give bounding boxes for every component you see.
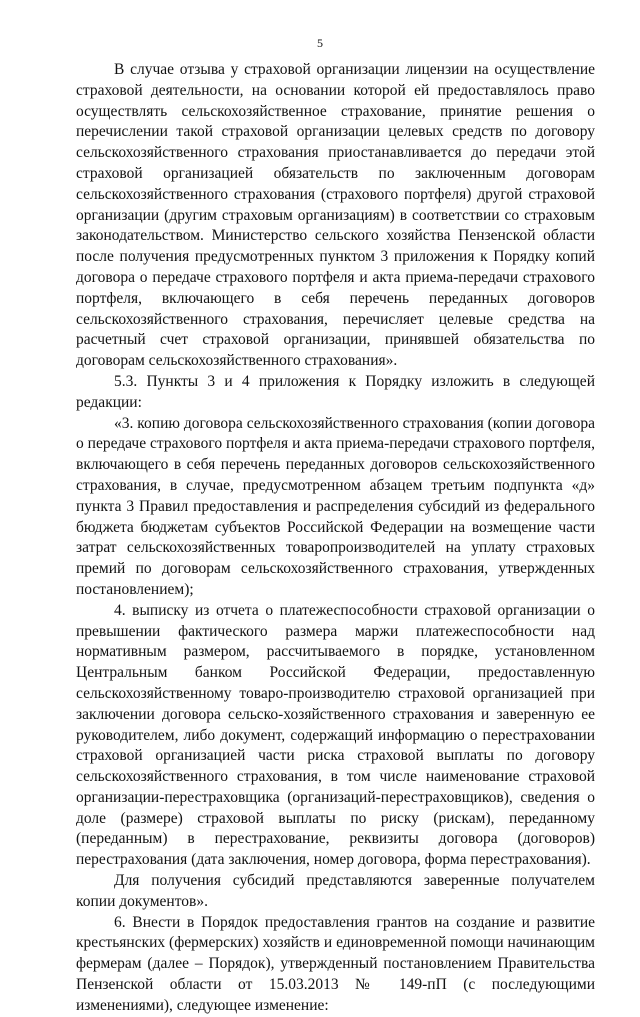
paragraph-item-3: «3. копию договора сельскохозяйственного страхования (копии договора о передаче страхового портфеля и акта приема-передачи страхового портфеля, включающего в себя перечень переданных договоров сельскохозяйственного страхования, в случае, предусмотренном абзацем третьим подпункта «д» пункта 3 Правил предоставления и распределения субсидий из федерального бюджета бюджетам субъектов Российской Федерации на возмещение части затрат сельскохозяйственных товаропроизводителей на уплату страховых премий по договорам сельскохозяйственного страхования, утвержденных постановлением); bbox=[76, 414, 595, 598]
page-number: 5 bbox=[317, 36, 323, 50]
paragraph-license-revocation: В случае отзыва у страховой организации лицензии на осуществление страховой деятельности, на основании которой ей предоставлялось право осуществлять сельскохозяйственное страхование, принятие решения о перечислении такой страховой организации целевых средств по договору сельскохозяйственного страхования приостанавливается до передачи этой страховой организацией обязательств по заключенным договорам сельскохозяйственного страхования (страхового портфеля) другой страховой организации (другим страховым организациям) в соответствии со страховым законодательством. Министерство сельского хозяйства Пензенской области после получения предусмотренных пунктом 3 приложения к Порядку копий договора о передаче страхового портфеля и акта приема-передачи страхового портфеля, включающего в себя перечень переданных договоров сельскохозяйственного страхования, перечисляет целевые средства на расчетный счет страховой организации, принявшей обязательства по договорам сельскохозяйственного страхования». bbox=[76, 61, 595, 370]
paragraph-item-4: 4. выписку из отчета о платежеспособности страховой организации о превышении фактического размера маржи платежеспособности над нормативным размером, рассчитываемого в порядке, установленном Центральным банком Российской Федерации, предоставленную сельскохозяйственному товаро-производителю страховой организацией при заключении договора сельско-хозяйственного страхования и заверенную ее руководителем, либо документ, содержащий информацию о перестраховании страховой организацией части риска страховой выплаты по договору сельскохозяйственного страхования, в том числе наименование страховой организации-перестраховщика (организаций-перестраховщиков), сведения о доле (размере) страховой выплаты по риску (рискам), переданному (переданным) в перестрахование, реквизиты договора (договоров) перестрахования (дата заключения, номер договора, форма перестрахования). bbox=[76, 601, 595, 869]
paragraph-subsidy-documents: Для получения субсидий представляются заверенные получателем копии документов». bbox=[76, 872, 595, 910]
paragraph-6: 6. Внести в Порядок предоставления грантов на создание и развитие крестьянских (фермерских) хозяйств и единовременной помощи начинающим фермерам (далее – Порядок), утвержденный постановлением Правительства Пензенской области от 15.03.2013 № 149-пП (с последующими изменениями), следующее изменение: bbox=[76, 913, 595, 1014]
paragraph-5-3: 5.3. Пункты 3 и 4 приложения к Порядку изложить в следующей редакции: bbox=[76, 372, 595, 411]
document-body bbox=[76, 60, 595, 1017]
